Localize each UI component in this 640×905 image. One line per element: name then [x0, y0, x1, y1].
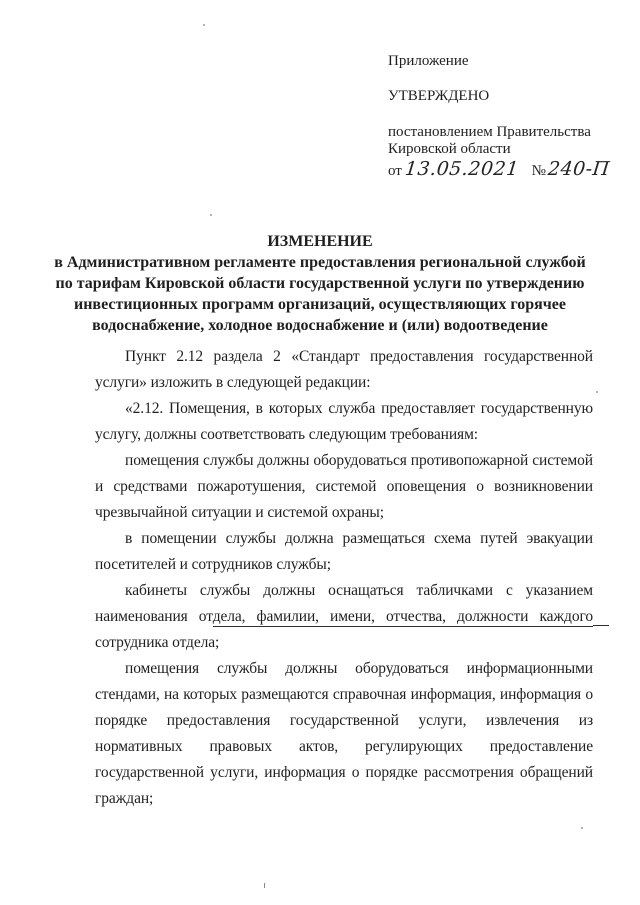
document-body [95, 344, 593, 812]
body-line: Пункт 2.12 раздела 2 «Стандарт предоставления государственной [125, 348, 593, 365]
title-line: инвестиционных программ организаций, осуществляющих горячее [73, 296, 566, 313]
scan-speck [264, 883, 265, 888]
scan-speck [596, 391, 598, 393]
body-line: услуги» изложить в следующей редакции: [95, 374, 371, 391]
body-line: помещения службы должны оборудоваться информационными [125, 660, 593, 677]
date-number-line [388, 158, 628, 182]
body-line: граждан; [95, 790, 154, 807]
body-line: порядке предоставления государственной услуги, извлечения из [95, 712, 593, 729]
body-line-underlined [95, 604, 593, 630]
title-line: водоснабжение, холодное водоснабжение и (или) водоотведение [92, 317, 548, 334]
body-line: чрезвычайной ситуации и системой охраны; [95, 504, 384, 521]
title-line: ИЗМЕНЕНИЕ [267, 233, 373, 250]
body-line: «2.12. Помещения, в которых служба предоставляет государственную [125, 400, 593, 417]
body-line: в помещении службы должна размещаться схема путей эвакуации [125, 530, 593, 547]
body-line: нормативных правовых актов, регулирующих предоставление [95, 738, 593, 755]
approval-block [388, 52, 628, 182]
document-title [42, 231, 598, 336]
approved-by-line-2: Кировской области [388, 141, 511, 157]
body-line: посетителей и сотрудников службы; [95, 556, 331, 573]
number-sign: № [531, 163, 546, 179]
approved-label: УТВЕРЖДЕНО [388, 88, 490, 104]
underline-prefix: наименования от [95, 608, 213, 625]
body-line: государственной услуги, информация о порядке рассмотрения обращений [95, 764, 593, 781]
underlined-text: дела, фамилии, имени, отчества, должности каждого [212, 608, 593, 625]
handwritten-date: 13.05.2021 [403, 158, 520, 180]
scan-speck [581, 827, 583, 829]
annex-label: Приложение [388, 53, 469, 69]
scan-speck [203, 24, 205, 26]
handwritten-number: 240-П [546, 158, 611, 180]
body-line: помещения службы должны оборудоваться противопожарной системой [125, 452, 593, 469]
body-line: стендами, на которых размещаются справочная информация, информация о [95, 686, 593, 703]
title-line: в Административном регламенте предоставления региональной службой [54, 254, 586, 271]
date-prefix: от [388, 163, 402, 179]
body-line: услугу, должны соответствовать следующим требованиям: [95, 426, 479, 443]
underline-extension [593, 625, 609, 626]
body-line: кабинеты службы должны оснащаться табличками с указанием [125, 582, 593, 599]
approved-by-line-1: постановлением Правительства [388, 124, 591, 140]
body-line: сотрудника отдела; [95, 634, 220, 651]
scan-speck [210, 214, 212, 216]
title-line: по тарифам Кировской области государственной услуги по утверждению [55, 275, 585, 292]
body-line: и средствами пожаротушения, системой оповещения о возникновении [95, 478, 593, 495]
